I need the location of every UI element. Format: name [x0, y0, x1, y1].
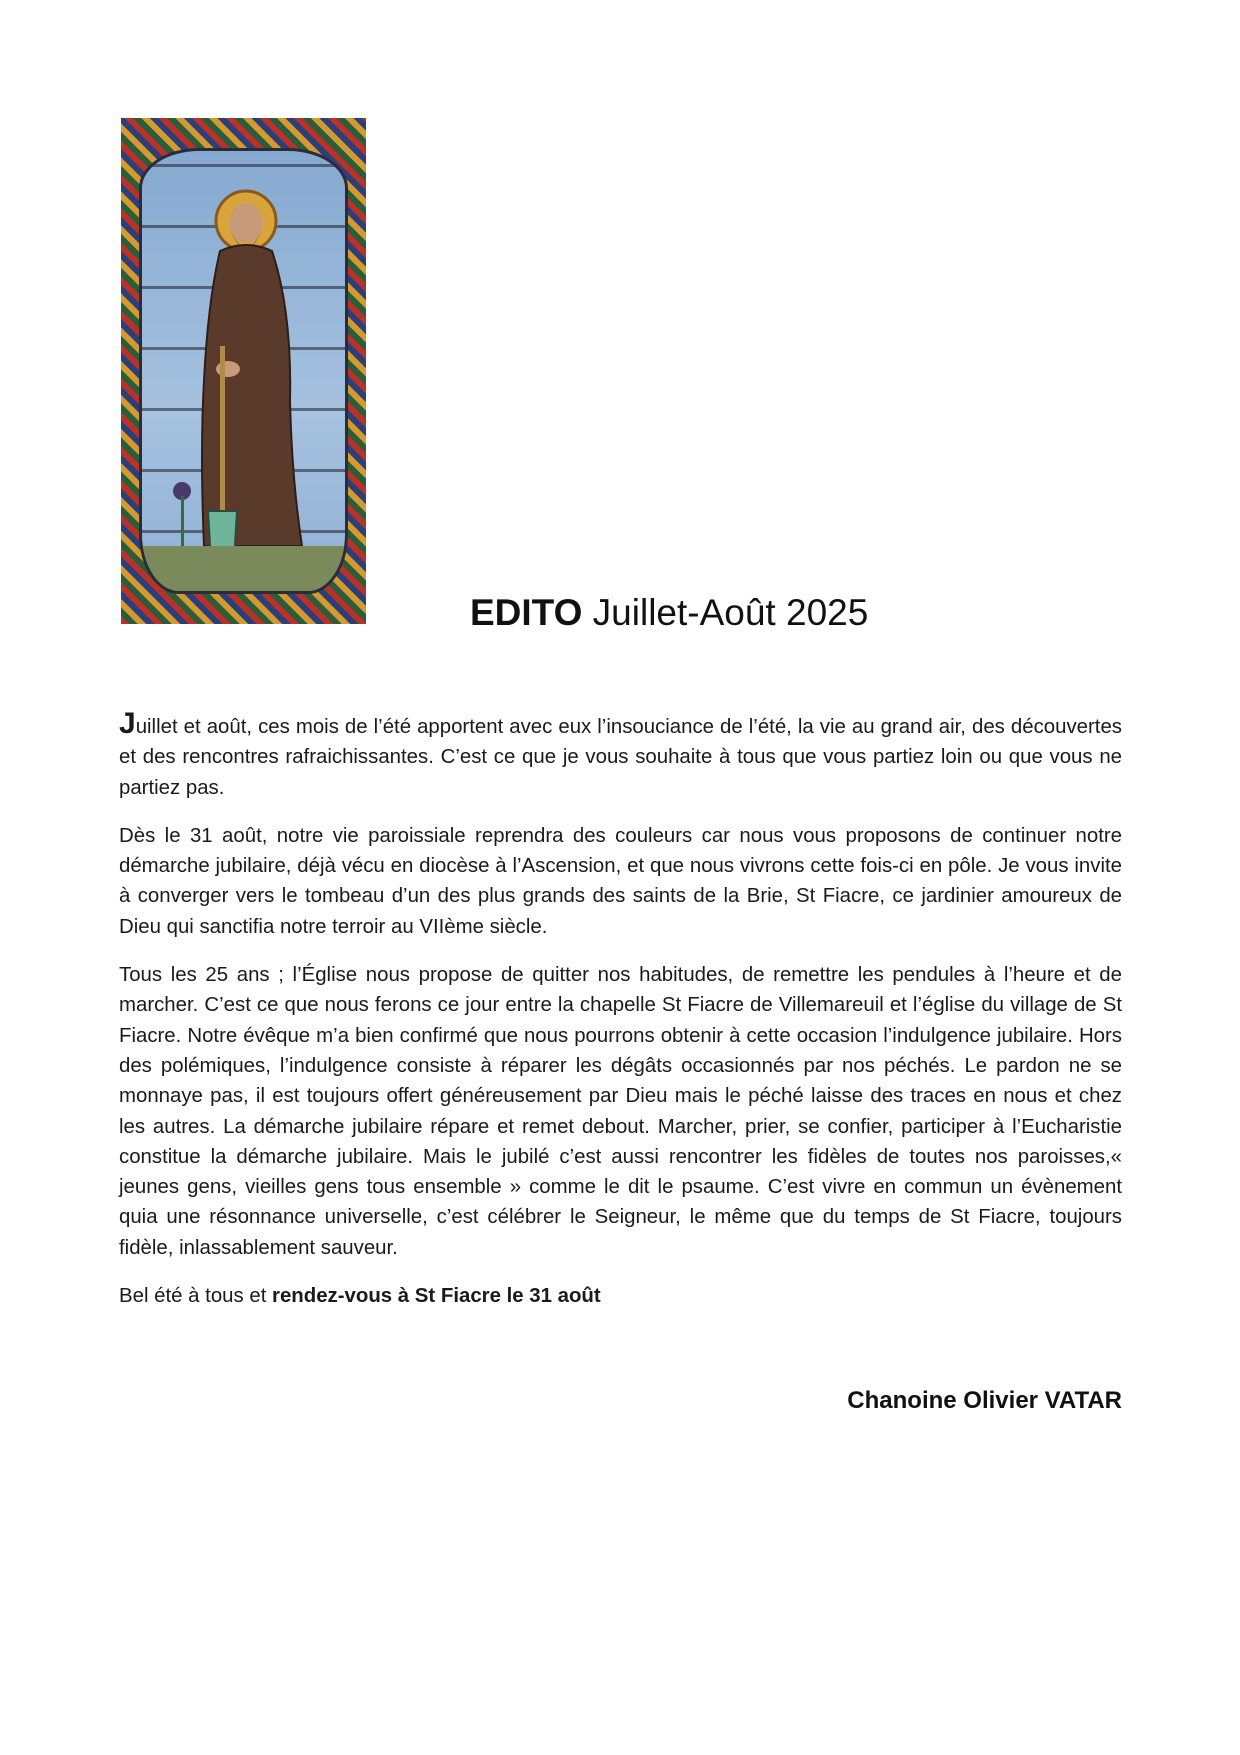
- paragraph-4-text: Bel été à tous et: [119, 1285, 273, 1308]
- paragraph-4-bold: rendez-vous à St Fiacre le 31 août: [272, 1285, 601, 1308]
- saint-figure-icon: [142, 151, 345, 591]
- signature: Chanoine Olivier VATAR: [847, 1387, 1122, 1414]
- ground-icon: [142, 546, 345, 591]
- title-rest: Juillet-Août 2025: [582, 592, 869, 633]
- edito-body: [119, 707, 1122, 1329]
- paragraph-2: Dès le 31 août, notre vie paroissiale reprendra des couleurs car nous vous proposons de continuer notre démarche jubilaire, déjà vécu en diocèse à l’Ascension, et que nous vivrons cette fois-ci en pôle. Je vous invite à converger vers le tombeau d’un des plus grands des saints de la Brie, St Fiacre, ce jardinier amoureux de Dieu qui sanctifia notre terroir au VIIème siècle.: [119, 824, 1122, 938]
- stained-glass-image: [121, 118, 366, 624]
- drop-cap: J: [119, 707, 136, 740]
- spade-handle-icon: [220, 346, 225, 516]
- title-bold: EDITO: [470, 592, 583, 633]
- robe-icon: [202, 245, 302, 546]
- head-icon: [229, 203, 263, 243]
- hands-icon: [216, 361, 240, 377]
- paragraph-3: Tous les 25 ans ; l’Église nous propose de quitter nos habitudes, de remettre les pendules à l’heure et de marcher. C’est ce que nous ferons ce jour entre la chapelle St Fiacre de Villemareuil et l’église du village de St Fiacre. Notre évêque m’a bien confirmé que nous pourrons obtenir à cette occasion l’indulgence jubilaire. Hors des polémiques, l’indulgence consiste à réparer les dégâts occasionnés par nos péchés. Le pardon ne se monnaye pas, il est toujours offert généreusement par Dieu mais le péché laisse des traces en nous et chez les autres. La démarche jubilaire répare et remet debout. Marcher, prier, se confier, participer à l’Eucharistie constitue la démarche jubilaire. Mais le jubilé c’est aussi rencontrer les fidèles de toutes nos paroisses,« jeunes gens, vieilles gens tous ensemble » comme le dit le psaume. C’est vivre en commun un évènement quia une résonnance universelle, c’est célébrer le Seigneur, le même que du temps de St Fiacre, toujours fidèle, inlassablement sauveur.: [119, 964, 1122, 1259]
- page-title: [470, 588, 1030, 638]
- stem-icon: [181, 496, 184, 551]
- stained-glass-panel: [139, 148, 348, 594]
- paragraph-1-text: uillet et août, ces mois de l’été apportent avec eux l’insouciance de l’été, la vie au grand air, des découvertes et des rencontres rafraichissantes. C’est ce que je vous souhaite à tous que vous partiez loin ou que vous ne partiez pas.: [119, 716, 1122, 799]
- paragraph-4: [119, 1281, 1122, 1311]
- paragraph-1: [119, 707, 1122, 803]
